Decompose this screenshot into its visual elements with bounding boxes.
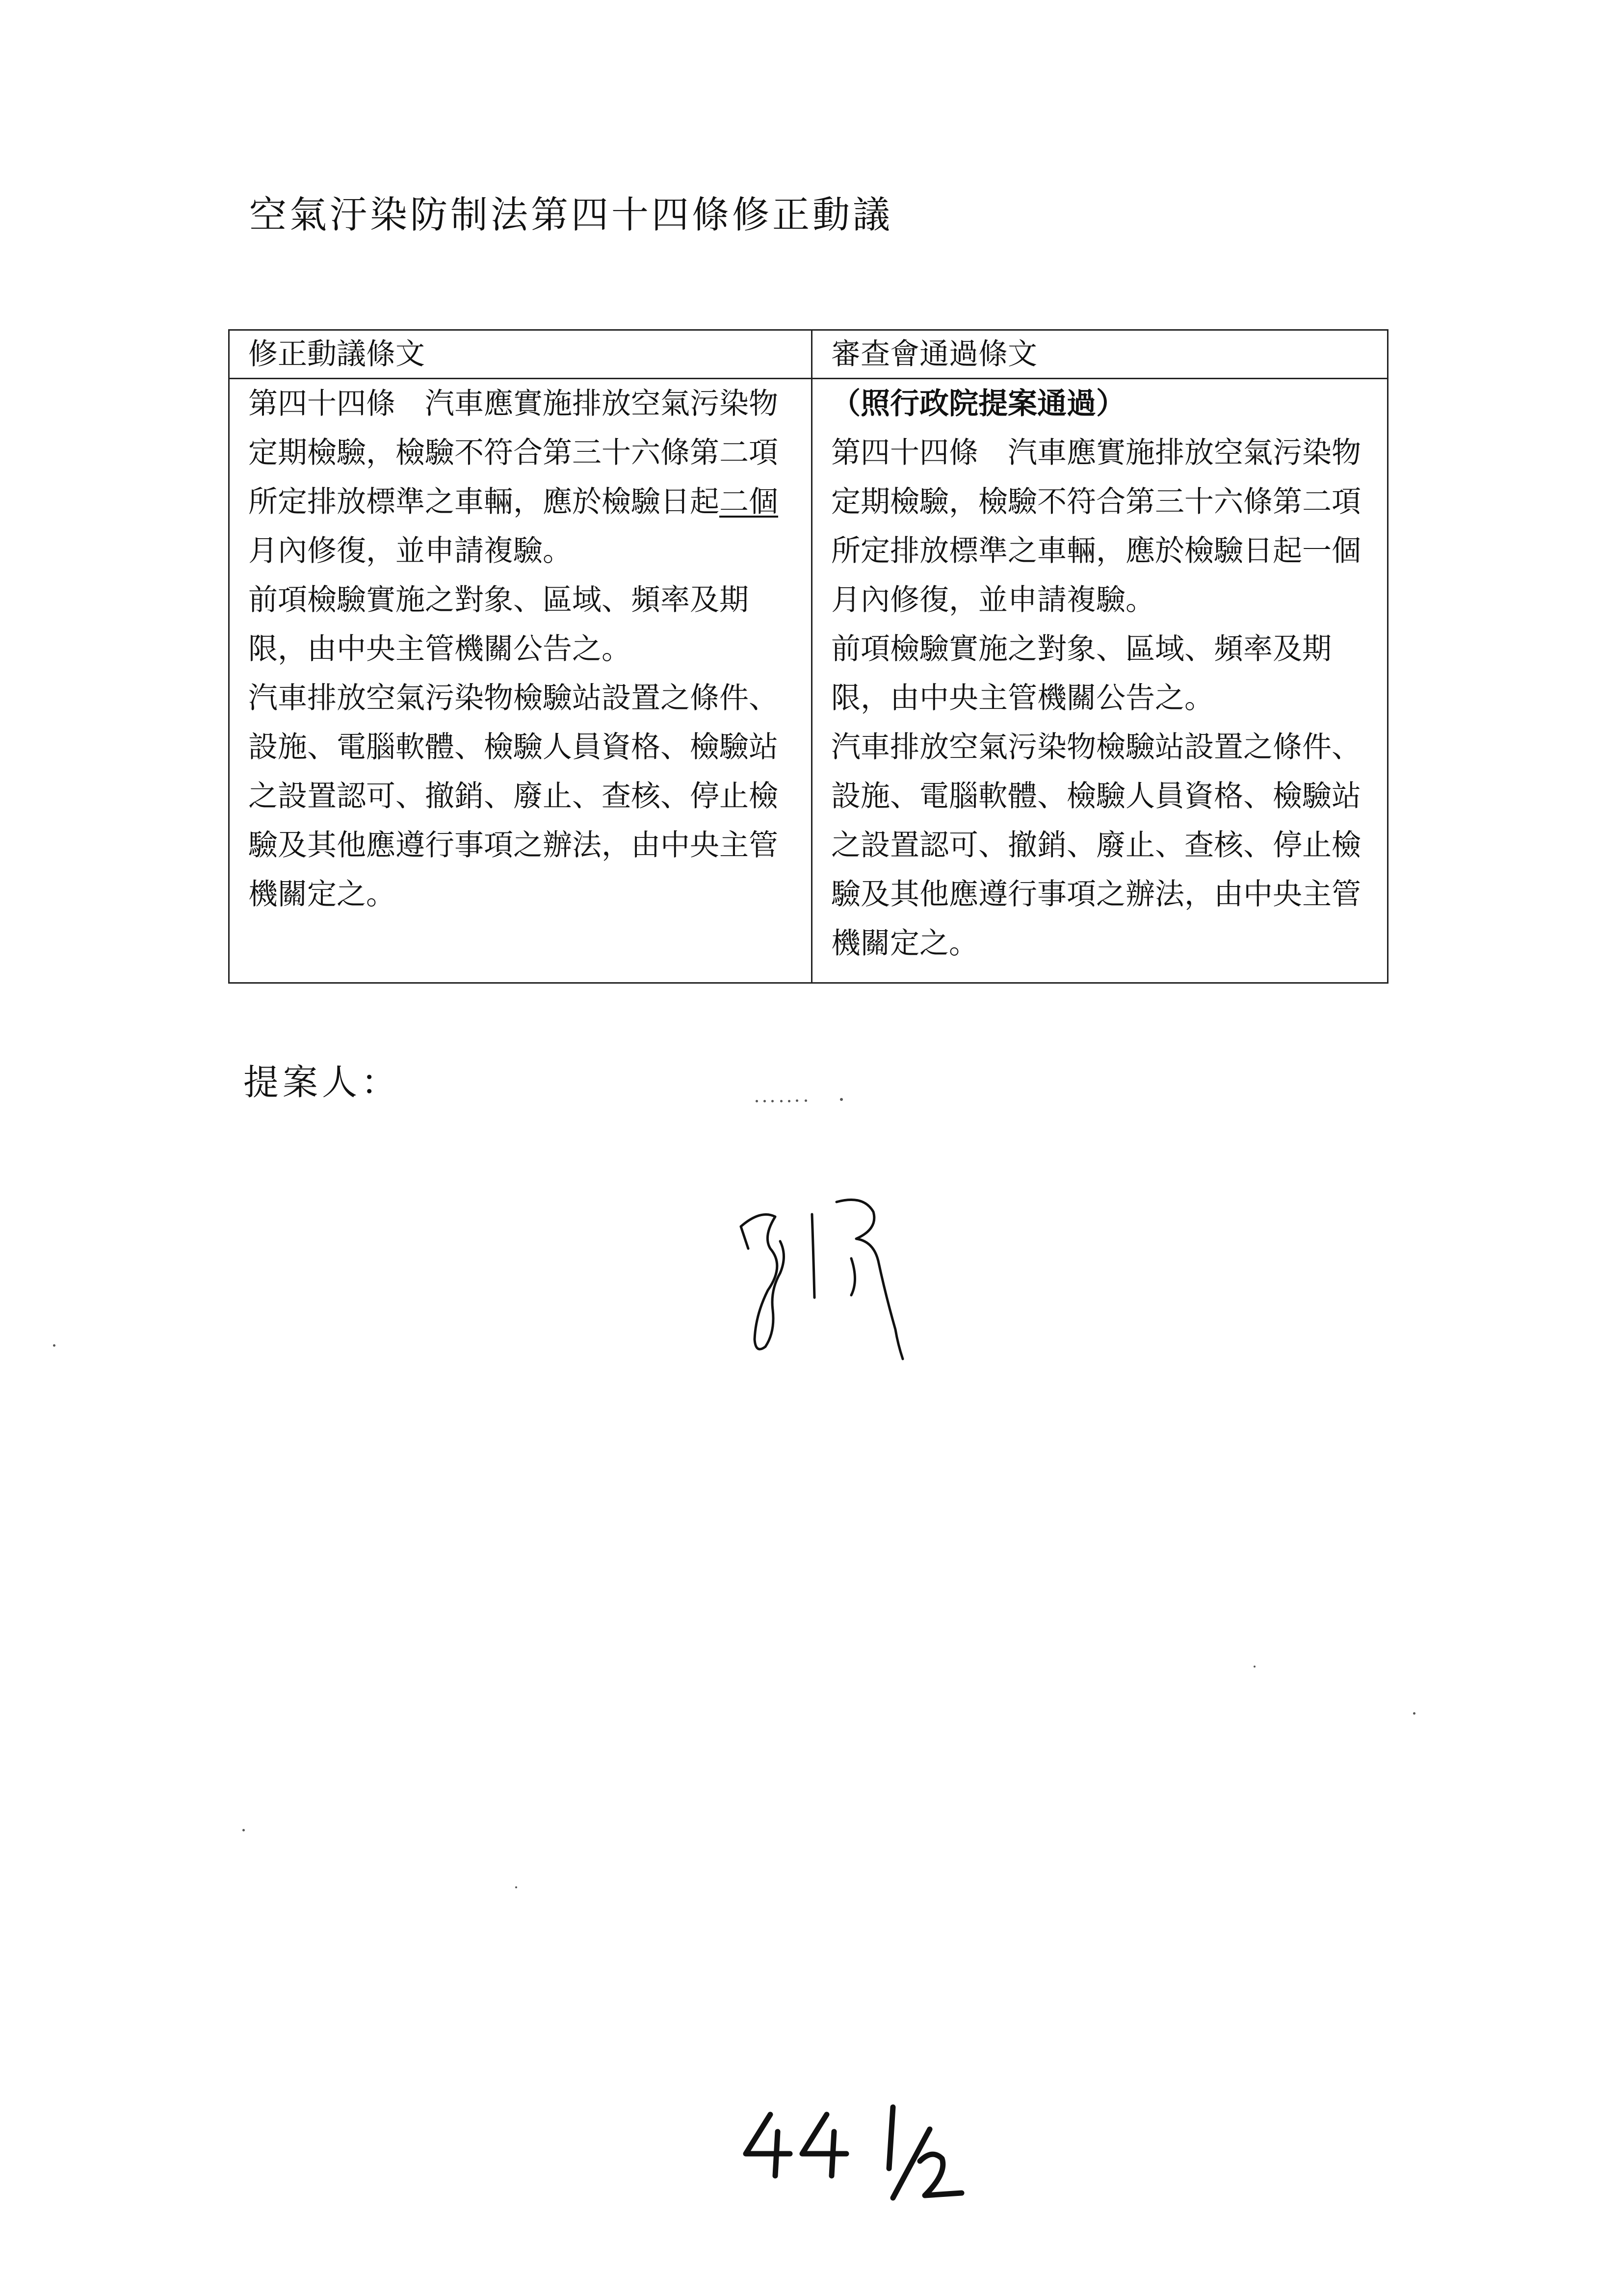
table-body-row — [229, 379, 1388, 983]
scan-speck — [1254, 1666, 1256, 1668]
scan-speck — [1413, 1712, 1415, 1715]
amendment-article-paragraph-3: 汽車排放空氣污染物檢驗站設置之條件、設施、電腦軟體、檢驗人員資格、檢驗站之設置認可、撤銷、廢止、查核、停止檢驗及其他應遵行事項之辦法，由中央主管機關定之。 — [248, 681, 778, 912]
committee-article-paragraph-2: 前項檢驗實施之對象、區域、頻率及期限，由中央主管機關公告之。 — [831, 632, 1332, 715]
document-title: 空氣汙染防制法第四十四條修正動議 — [249, 193, 893, 236]
committee-text-cell — [812, 379, 1388, 983]
header-committee-text: 審查會通過條文 — [812, 330, 1388, 379]
committee-article-paragraph-3: 汽車排放空氣污染物檢驗站設置之條件、設施、電腦軟體、檢驗人員資格、檢驗站之設置認可、撤銷、廢止、查核、停止檢驗及其他應遵行事項之辦法，由中央主管機關定之。 — [831, 730, 1361, 961]
comparison-table — [228, 329, 1388, 984]
handwritten-page-mark — [736, 2095, 991, 2203]
handwritten-signature — [726, 1168, 1001, 1374]
scan-speck — [756, 1100, 758, 1102]
scan-speck — [242, 1829, 245, 1831]
proposer-label: 提案人： — [243, 1062, 401, 1103]
scan-speck — [771, 1100, 774, 1102]
scan-speck — [780, 1100, 783, 1102]
committee-article-paragraph-1: 第四十四條 汽車應實施排放空氣污染物定期檢驗，檢驗不符合第三十六條第二項所定排放標準之車輛，應於檢驗日起一個月內修復，並申請複驗。 — [831, 436, 1361, 617]
scan-speck — [788, 1100, 790, 1102]
table-header-row — [229, 330, 1388, 379]
amendment-text-after-underline: 月內修復，並申請複驗。 — [248, 534, 572, 568]
amendment-article-paragraph-1 — [248, 379, 806, 575]
amendment-text-before-underline: 第四十四條 汽車應實施排放空氣污染物定期檢驗，檢驗不符合第三十六條第二項所定排放標準之車輛，應於檢驗日起 — [248, 387, 778, 519]
header-amendment-text: 修正動議條文 — [229, 330, 812, 379]
committee-passed-note: （照行政院提案通過） — [831, 387, 1126, 421]
scan-speck — [840, 1098, 843, 1101]
scan-speck — [515, 1886, 517, 1888]
scan-speck — [763, 1100, 766, 1102]
amendment-underlined-change: 二個 — [719, 485, 778, 519]
amendment-text-cell — [229, 379, 812, 983]
scan-speck — [805, 1099, 807, 1102]
scan-speck — [796, 1099, 798, 1102]
amendment-article-paragraph-2: 前項檢驗實施之對象、區域、頻率及期限，由中央主管機關公告之。 — [248, 583, 749, 666]
scan-speck — [53, 1344, 55, 1347]
